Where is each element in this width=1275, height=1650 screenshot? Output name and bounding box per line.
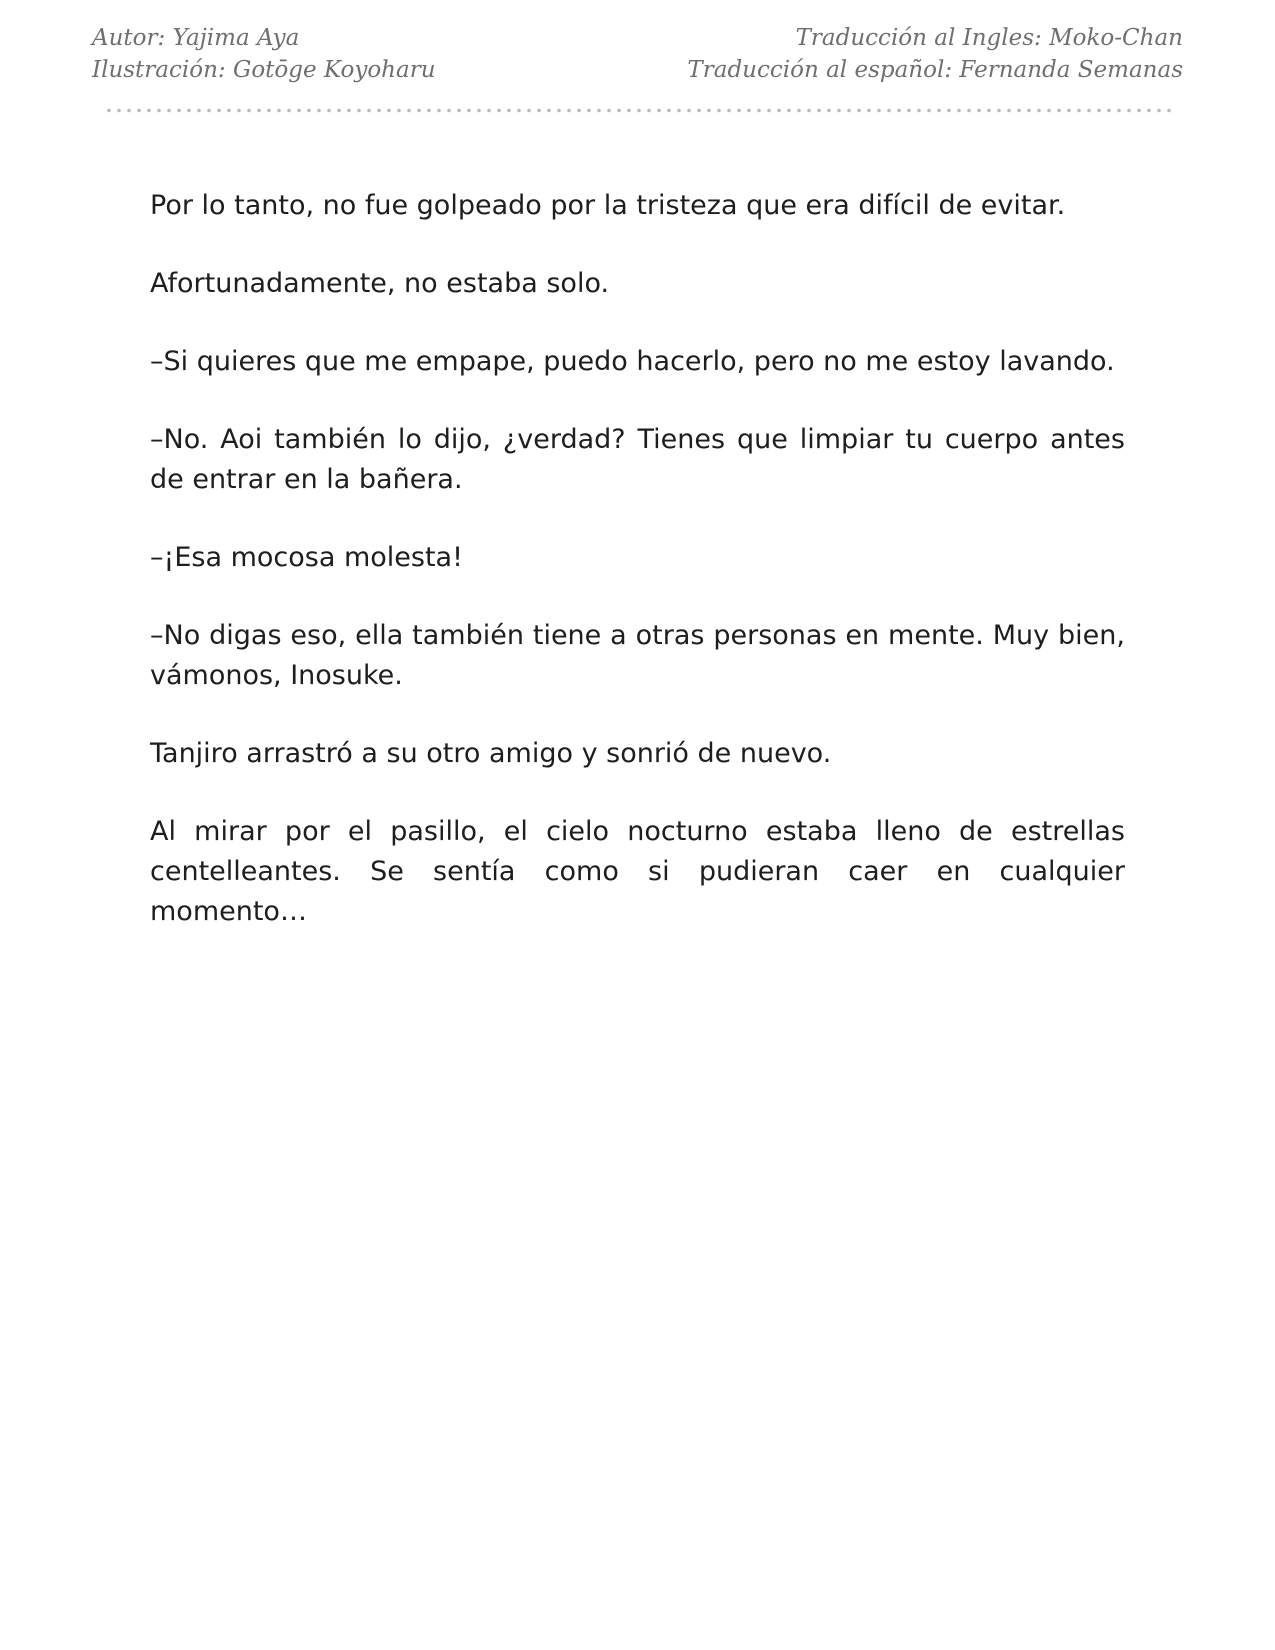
english-translation-credit: Traducción al Ingles: Moko-Chan xyxy=(795,25,1183,51)
paragraph: Afortunadamente, no estaba solo. xyxy=(150,268,610,299)
paragraph: –No. Aoi también lo dijo, ¿verdad? Tienes que limpiar tu cuerpo antes de entrar en la bañera. xyxy=(150,424,1125,495)
paragraph: –¡Esa mocosa molesta! xyxy=(150,542,463,573)
dotted-divider xyxy=(104,108,1171,113)
author-credit: Autor: Yajima Aya xyxy=(92,25,300,51)
spanish-translation-credit: Traducción al español: Fernanda Semanas xyxy=(687,57,1183,83)
paragraph: Al mirar por el pasillo, el cielo nocturno estaba lleno de estrellas centelleantes. Se sentía como si pudieran caer en cualquier momento… xyxy=(150,816,1125,927)
paragraph: –No digas eso, ella también tiene a otras personas en mente. Muy bien, vámonos, Inosuke. xyxy=(150,620,1125,691)
paragraph: Tanjiro arrastró a su otro amigo y sonrió de nuevo. xyxy=(150,738,832,769)
paragraph: –Si quieres que me empape, puedo hacerlo, pero no me estoy lavando. xyxy=(150,346,1115,377)
credits-left xyxy=(92,22,436,86)
page-header xyxy=(92,22,1183,92)
paragraph: Por lo tanto, no fue golpeado por la tristeza que era difícil de evitar. xyxy=(150,190,1066,221)
credits-right xyxy=(687,22,1183,86)
page-body xyxy=(150,186,1125,970)
illustration-credit: Ilustración: Gotōge Koyoharu xyxy=(92,57,436,83)
